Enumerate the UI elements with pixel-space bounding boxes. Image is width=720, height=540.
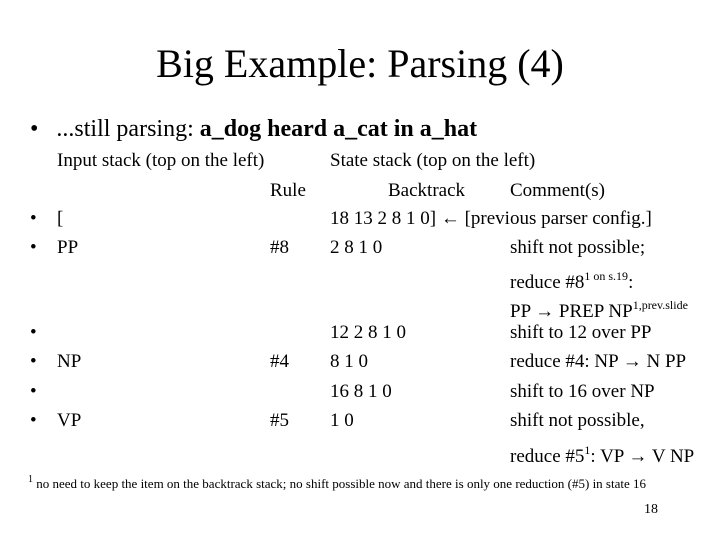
- row-bullet: •: [30, 322, 37, 343]
- header-input-stack: Input stack (top on the left): [57, 150, 265, 171]
- row-state: 2 8 1 0: [330, 237, 383, 258]
- row-state: 18 13 2 8 1 0] ← [previous parser config.]: [330, 208, 652, 229]
- comment-superscript: 1: [584, 443, 591, 457]
- row-comment: [510, 438, 694, 469]
- intro-bullet: •: [30, 116, 39, 142]
- row-input: [: [57, 208, 64, 229]
- header-backtrack: Backtrack: [388, 180, 466, 201]
- footnote-mark: 1: [28, 474, 33, 485]
- comment-text: reduce #5: [510, 446, 585, 467]
- row-comment: reduce #4: NP → N PP: [510, 351, 687, 372]
- row-comment: shift not possible,: [510, 410, 645, 431]
- row-comment: shift to 12 over PP: [510, 322, 652, 343]
- footnote-text: no need to keep the item on the backtrack stack; no shift possible now and there is only one reduction (#5) in state 16: [36, 476, 647, 491]
- row-bullet: •: [30, 237, 37, 258]
- header-rule: Rule: [270, 180, 306, 201]
- row-comment: [510, 293, 688, 324]
- row-rule: #8: [270, 237, 289, 258]
- row-comment: [510, 264, 633, 295]
- row-bullet: •: [30, 351, 37, 372]
- page-number: 18: [644, 502, 658, 517]
- comment-superscript: 1,prev.slide: [632, 298, 688, 312]
- row-state: 8 1 0: [330, 351, 368, 372]
- comment-superscript: 1 on s.19: [584, 269, 629, 283]
- row-state: 12 2 8 1 0: [330, 322, 406, 343]
- comment-text: reduce #8: [510, 272, 585, 293]
- row-bullet: •: [30, 208, 37, 229]
- row-rule: #5: [270, 410, 289, 431]
- intro-text: ...still parsing:: [56, 116, 200, 142]
- row-bullet: •: [30, 381, 37, 402]
- row-comment: shift to 16 over NP: [510, 381, 655, 402]
- slide-title: Big Example: Parsing (4): [156, 41, 564, 86]
- row-rule: #4: [270, 351, 289, 372]
- comment-suffix: : VP → V NP: [590, 446, 695, 467]
- intro-sentence: a_dog heard a_cat in a_hat: [199, 116, 478, 142]
- row-input: VP: [57, 410, 82, 431]
- comment-suffix: :: [628, 272, 634, 293]
- header-state-stack: State stack (top on the left): [330, 150, 536, 171]
- intro-line: [30, 116, 477, 143]
- row-input: PP: [57, 237, 79, 258]
- row-input: NP: [57, 351, 82, 372]
- footnote: [28, 474, 646, 492]
- header-comments: Comment(s): [510, 180, 605, 201]
- row-state: 1 0: [330, 410, 354, 431]
- row-comment: shift not possible;: [510, 237, 646, 258]
- row-state: 16 8 1 0: [330, 381, 392, 402]
- comment-text: PP → PREP NP: [510, 301, 633, 322]
- row-bullet: •: [30, 410, 37, 431]
